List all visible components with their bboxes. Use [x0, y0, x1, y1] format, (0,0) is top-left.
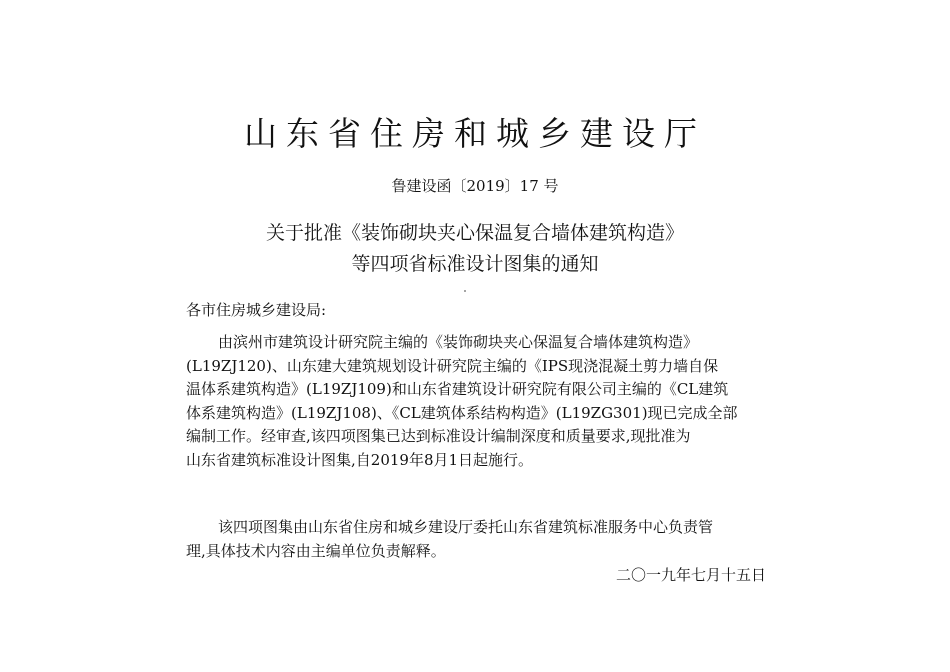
paragraph-line: 该四项图集由山东省住房和城乡建设厅委托山东省建筑标准服务中心负责管 — [218, 518, 714, 536]
issuing-organization: 山东省住房和城乡建设厅 — [244, 114, 706, 153]
notice-title — [0, 218, 950, 280]
notice-title-line-2: 等四项省标准设计图集的通知 — [351, 253, 599, 275]
paragraph-line: 理,具体技术内容由主编单位负责解释。 — [186, 541, 446, 560]
issue-date: 二〇一九年七月十五日 — [615, 566, 766, 584]
notice-title-line-1: 关于批准《装饰砌块夹心保温复合墙体建筑构造》 — [265, 222, 684, 244]
paragraph-line: 体系建筑构造》(L19ZJ108)、《CL建筑体系结构构造》(L19ZG301)现已完成全部 — [186, 403, 738, 422]
paragraph-line: 编制工作。经审查,该四项图集已达到标准设计编制深度和质量要求,现批准为 — [186, 427, 691, 446]
body-paragraph-2 — [186, 516, 778, 563]
document-number: 鲁建设函〔2019〕17 号 — [391, 177, 559, 195]
salutation: 各市住房城乡建设局: — [186, 301, 327, 319]
paragraph-line: (L19ZJ120)、山东建大建筑规划设计研究院主编的《IPS现浇混凝土剪力墙自保 — [186, 356, 719, 375]
paragraph-line: 山东省建筑标准设计图集,自2019年8月1日起施行。 — [186, 450, 534, 469]
paragraph-line: 温体系建筑构造》(L19ZJ109)和山东省建筑设计研究院有限公司主编的《CL建筑 — [186, 380, 729, 399]
body-paragraph-1 — [186, 331, 778, 473]
paragraph-line: 由滨州市建筑设计研究院主编的《装饰砌块夹心保温复合墙体建筑构造》 — [218, 333, 699, 351]
scan-dot — [464, 290, 466, 292]
